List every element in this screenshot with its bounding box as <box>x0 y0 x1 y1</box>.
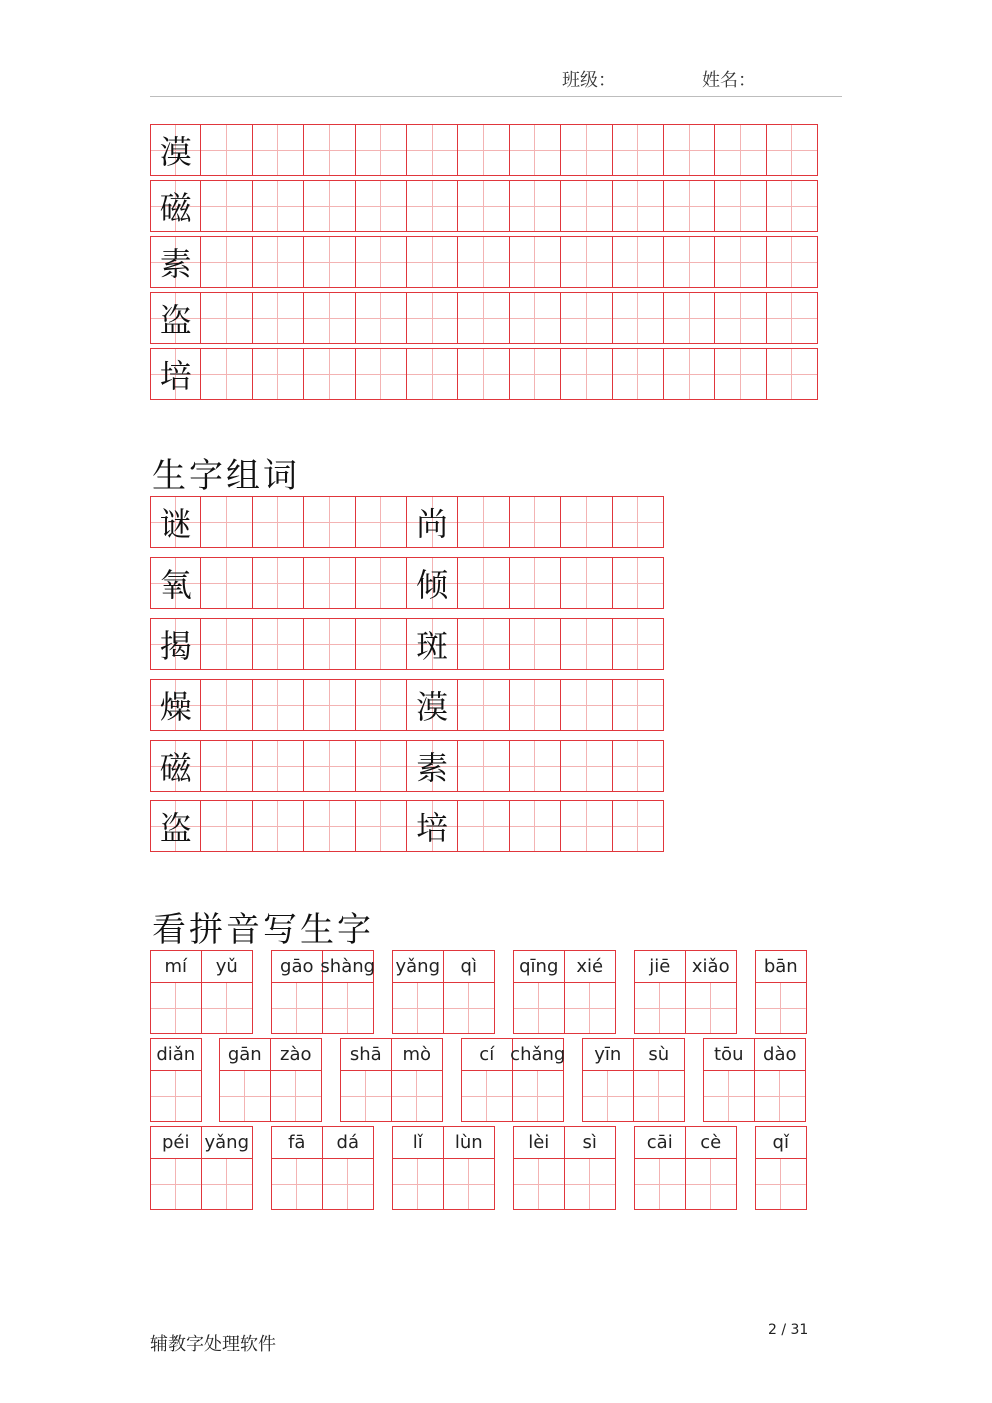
pinyin-box <box>202 950 254 1034</box>
pinyin-box <box>634 950 686 1034</box>
pinyin-box <box>219 1038 271 1122</box>
pinyin-box <box>150 1126 202 1210</box>
pinyin-box <box>686 1126 738 1210</box>
writing-cell <box>458 292 509 344</box>
writing-cell <box>304 679 355 731</box>
writing-cell <box>510 740 561 792</box>
writing-cell <box>561 292 612 344</box>
pinyin-word-group <box>634 950 737 1034</box>
writing-cell <box>458 740 509 792</box>
pinyin-label: lèi <box>514 1127 564 1159</box>
writing-cell <box>767 180 818 232</box>
writing-cell <box>151 983 201 1033</box>
pinyin-box <box>513 950 565 1034</box>
writing-cell <box>613 800 664 852</box>
writing-cell <box>253 236 304 288</box>
footer-software-label: 辅教字处理软件 <box>150 1334 276 1355</box>
pinyin-box <box>320 950 376 1034</box>
writing-cell <box>407 236 458 288</box>
word-character: 揭 <box>150 618 201 670</box>
writing-cell <box>304 496 355 548</box>
pinyin-box <box>392 1126 444 1210</box>
writing-cell <box>756 1159 806 1209</box>
practice-character: 漠 <box>150 124 201 176</box>
practice-character: 培 <box>150 348 201 400</box>
pinyin-box <box>565 1126 617 1210</box>
writing-cell <box>458 236 509 288</box>
pinyin-label: yǎng <box>202 1127 253 1159</box>
practice-character: 磁 <box>150 180 201 232</box>
writing-cell <box>304 236 355 288</box>
writing-cell <box>514 983 564 1033</box>
pinyin-box <box>686 950 738 1034</box>
writing-cell <box>220 1071 270 1121</box>
pinyin-label: tōu <box>704 1039 754 1071</box>
writing-cell <box>458 618 509 670</box>
practice-character: 素 <box>150 236 201 288</box>
writing-cell <box>304 557 355 609</box>
pinyin-label: cè <box>686 1127 737 1159</box>
pinyin-label: xié <box>565 951 616 983</box>
word-row <box>150 618 664 670</box>
writing-cell <box>704 1071 754 1121</box>
writing-cell <box>613 348 664 400</box>
word-character: 素 <box>407 740 458 792</box>
pinyin-box <box>323 1126 375 1210</box>
writing-cell <box>561 180 612 232</box>
pinyin-label: yǔ <box>202 951 253 983</box>
writing-cell <box>201 800 252 852</box>
pinyin-label: gān <box>220 1039 270 1071</box>
pinyin-label: jiē <box>635 951 685 983</box>
pinyin-label: mí <box>151 951 201 983</box>
writing-cell <box>613 236 664 288</box>
writing-cell <box>686 983 737 1033</box>
pinyin-word-group <box>634 1126 737 1210</box>
writing-cell <box>356 800 407 852</box>
writing-cell <box>715 124 766 176</box>
name-label: 姓名： <box>702 70 756 91</box>
pinyin-box <box>392 950 444 1034</box>
pinyin-label: sù <box>634 1039 685 1071</box>
word-character: 斑 <box>407 618 458 670</box>
writing-cell <box>510 557 561 609</box>
pinyin-box <box>510 1038 566 1122</box>
pinyin-word-group <box>340 1038 443 1122</box>
writing-cell <box>458 348 509 400</box>
writing-cell <box>304 800 355 852</box>
writing-cell <box>407 292 458 344</box>
writing-cell <box>304 292 355 344</box>
writing-cell <box>715 236 766 288</box>
word-character: 燥 <box>150 679 201 731</box>
pinyin-box <box>755 1126 807 1210</box>
writing-cell <box>201 292 252 344</box>
writing-cell <box>253 180 304 232</box>
pinyin-box <box>150 950 202 1034</box>
writing-cell <box>664 180 715 232</box>
writing-cell <box>561 618 612 670</box>
pinyin-box <box>634 1038 686 1122</box>
writing-cell <box>664 124 715 176</box>
writing-cell <box>767 236 818 288</box>
writing-cell <box>202 983 253 1033</box>
pinyin-word-group <box>271 950 374 1034</box>
pinyin-label: yǎng <box>393 951 443 983</box>
writing-cell <box>561 124 612 176</box>
writing-cell <box>271 1071 322 1121</box>
word-character: 氧 <box>150 557 201 609</box>
pinyin-word-group <box>582 1038 685 1122</box>
writing-cell <box>715 180 766 232</box>
word-character: 盗 <box>150 800 201 852</box>
pinyin-label: shā <box>341 1039 391 1071</box>
pinyin-label: sì <box>565 1127 616 1159</box>
word-character: 倾 <box>407 557 458 609</box>
practice-character: 盗 <box>150 292 201 344</box>
writing-cell <box>756 983 806 1033</box>
writing-cell <box>613 292 664 344</box>
practice-row <box>150 236 818 288</box>
writing-cell <box>613 557 664 609</box>
writing-cell <box>664 236 715 288</box>
writing-cell <box>561 557 612 609</box>
writing-cell <box>462 1071 512 1121</box>
pinyin-box <box>271 1126 323 1210</box>
writing-cell <box>686 1159 737 1209</box>
writing-cell <box>253 679 304 731</box>
writing-cell <box>613 124 664 176</box>
writing-cell <box>583 1071 633 1121</box>
word-character: 漠 <box>407 679 458 731</box>
writing-cell <box>356 124 407 176</box>
writing-cell <box>202 1159 253 1209</box>
pinyin-box <box>150 1038 202 1122</box>
writing-cell <box>272 1159 322 1209</box>
pinyin-word-group <box>150 1038 202 1122</box>
writing-cell <box>253 740 304 792</box>
writing-cell <box>561 236 612 288</box>
pinyin-box <box>202 1126 254 1210</box>
pinyin-box <box>634 1126 686 1210</box>
writing-cell <box>510 618 561 670</box>
pinyin-box <box>513 1126 565 1210</box>
pinyin-label: mò <box>392 1039 443 1071</box>
pinyin-label: yīn <box>583 1039 633 1071</box>
practice-row <box>150 348 818 400</box>
words-section-title: 生字组词 <box>152 456 300 496</box>
writing-cell <box>561 679 612 731</box>
writing-cell <box>444 983 495 1033</box>
practice-row <box>150 124 818 176</box>
pinyin-label: cí <box>462 1039 512 1071</box>
pinyin-label: qīng <box>514 951 564 983</box>
writing-cell <box>323 1159 374 1209</box>
writing-cell <box>510 348 561 400</box>
writing-cell <box>715 292 766 344</box>
writing-cell <box>356 236 407 288</box>
writing-cell <box>304 348 355 400</box>
writing-cell <box>510 679 561 731</box>
writing-cell <box>458 679 509 731</box>
writing-cell <box>458 557 509 609</box>
writing-cell <box>613 679 664 731</box>
writing-cell <box>356 557 407 609</box>
writing-cell <box>514 1159 564 1209</box>
writing-cell <box>561 800 612 852</box>
writing-cell <box>767 124 818 176</box>
writing-cell <box>253 800 304 852</box>
writing-cell <box>341 1071 391 1121</box>
word-character: 尚 <box>407 496 458 548</box>
writing-cell <box>613 180 664 232</box>
writing-cell <box>201 679 252 731</box>
pinyin-label: qǐ <box>756 1127 806 1159</box>
writing-cell <box>613 740 664 792</box>
writing-cell <box>304 180 355 232</box>
writing-cell <box>201 180 252 232</box>
writing-cell <box>407 124 458 176</box>
pinyin-word-group <box>461 1038 564 1122</box>
pinyin-word-group <box>271 1126 374 1210</box>
writing-cell <box>561 348 612 400</box>
pinyin-label: chǎng <box>513 1039 564 1071</box>
writing-cell <box>715 348 766 400</box>
pinyin-label: péi <box>151 1127 201 1159</box>
writing-cell <box>407 180 458 232</box>
word-character: 培 <box>407 800 458 852</box>
writing-cell <box>253 557 304 609</box>
writing-cell <box>253 496 304 548</box>
writing-cell <box>393 983 443 1033</box>
writing-cell <box>444 1159 495 1209</box>
writing-cell <box>635 1159 685 1209</box>
page-number: 2 / 31 <box>768 1322 809 1338</box>
word-character: 磁 <box>150 740 201 792</box>
writing-cell <box>356 180 407 232</box>
pinyin-label: qì <box>444 951 495 983</box>
pinyin-label: fā <box>272 1127 322 1159</box>
pinyin-box <box>444 1126 496 1210</box>
writing-cell <box>356 496 407 548</box>
writing-cell <box>664 348 715 400</box>
writing-cell <box>458 496 509 548</box>
writing-cell <box>356 679 407 731</box>
pinyin-box <box>582 1038 634 1122</box>
pinyin-word-group <box>513 1126 616 1210</box>
pinyin-box <box>271 1038 323 1122</box>
word-row <box>150 800 664 852</box>
writing-cell <box>634 1071 685 1121</box>
pinyin-box <box>703 1038 755 1122</box>
writing-cell <box>201 557 252 609</box>
writing-cell <box>510 124 561 176</box>
class-label: 班级： <box>562 70 616 91</box>
pinyin-word-group <box>150 1126 253 1210</box>
pinyin-word-group <box>703 1038 806 1122</box>
writing-cell <box>510 800 561 852</box>
writing-cell <box>151 1159 201 1209</box>
writing-cell <box>767 292 818 344</box>
pinyin-word-group <box>392 1126 495 1210</box>
word-row <box>150 740 664 792</box>
pinyin-label: shàng <box>323 951 374 983</box>
writing-cell <box>664 292 715 344</box>
pinyin-label: lùn <box>444 1127 495 1159</box>
pinyin-label: bān <box>756 951 806 983</box>
writing-cell <box>407 348 458 400</box>
writing-cell <box>513 1071 564 1121</box>
writing-cell <box>356 618 407 670</box>
writing-cell <box>510 496 561 548</box>
writing-cell <box>201 496 252 548</box>
writing-cell <box>253 124 304 176</box>
practice-row <box>150 180 818 232</box>
pinyin-label: dào <box>755 1039 806 1071</box>
pinyin-box <box>271 950 323 1034</box>
writing-cell <box>253 348 304 400</box>
pinyin-label: xiǎo <box>686 951 737 983</box>
pinyin-word-group <box>219 1038 322 1122</box>
practice-row <box>150 292 818 344</box>
pinyin-section-title: 看拼音写生字 <box>152 910 374 950</box>
writing-cell <box>565 1159 616 1209</box>
word-row <box>150 496 664 548</box>
writing-cell <box>635 983 685 1033</box>
pinyin-label: dá <box>323 1127 374 1159</box>
writing-cell <box>458 800 509 852</box>
writing-cell <box>356 292 407 344</box>
pinyin-word-group <box>755 1126 807 1210</box>
writing-cell <box>304 618 355 670</box>
header-divider <box>150 96 842 97</box>
pinyin-box <box>444 950 496 1034</box>
pinyin-word-group <box>513 950 616 1034</box>
writing-cell <box>356 740 407 792</box>
writing-cell <box>755 1071 806 1121</box>
pinyin-box <box>392 1038 444 1122</box>
word-character: 谜 <box>150 496 201 548</box>
writing-cell <box>201 740 252 792</box>
pinyin-word-group <box>150 950 253 1034</box>
pinyin-label: lǐ <box>393 1127 443 1159</box>
writing-cell <box>510 292 561 344</box>
writing-cell <box>201 618 252 670</box>
writing-cell <box>458 180 509 232</box>
writing-cell <box>613 618 664 670</box>
writing-cell <box>304 124 355 176</box>
pinyin-label: cāi <box>635 1127 685 1159</box>
writing-cell <box>253 618 304 670</box>
writing-cell <box>561 740 612 792</box>
writing-cell <box>392 1071 443 1121</box>
writing-cell <box>565 983 616 1033</box>
writing-cell <box>510 236 561 288</box>
writing-cell <box>304 740 355 792</box>
writing-cell <box>356 348 407 400</box>
writing-cell <box>613 496 664 548</box>
writing-cell <box>201 124 252 176</box>
writing-cell <box>323 983 374 1033</box>
word-row <box>150 557 664 609</box>
writing-cell <box>510 180 561 232</box>
pinyin-label: zào <box>271 1039 322 1071</box>
pinyin-box <box>461 1038 513 1122</box>
pinyin-word-group <box>392 950 495 1034</box>
pinyin-label: diǎn <box>151 1039 201 1071</box>
writing-cell <box>151 1071 201 1121</box>
pinyin-word-group <box>755 950 807 1034</box>
pinyin-box <box>755 1038 807 1122</box>
word-row <box>150 679 664 731</box>
pinyin-box <box>755 950 807 1034</box>
writing-cell <box>201 348 252 400</box>
pinyin-label: gāo <box>272 951 322 983</box>
pinyin-box <box>340 1038 392 1122</box>
writing-cell <box>767 348 818 400</box>
writing-cell <box>393 1159 443 1209</box>
writing-cell <box>272 983 322 1033</box>
writing-cell <box>253 292 304 344</box>
writing-cell <box>201 236 252 288</box>
pinyin-box <box>565 950 617 1034</box>
writing-cell <box>561 496 612 548</box>
writing-cell <box>458 124 509 176</box>
